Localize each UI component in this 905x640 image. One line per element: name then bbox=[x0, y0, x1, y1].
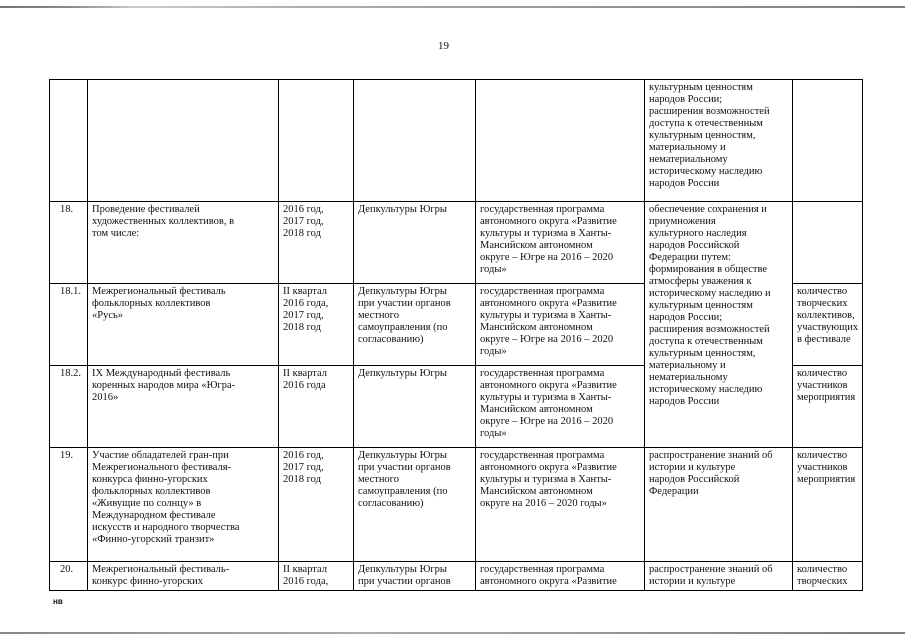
cell-num: 18.2. bbox=[50, 366, 88, 448]
cell-period: 2016 год, 2017 год, 2018 год bbox=[279, 448, 354, 562]
cell-executor: Депкультуры Югры при участии органов bbox=[354, 562, 476, 591]
cell-indicator: количество участников мероприятия bbox=[793, 448, 863, 562]
scan-edge-top bbox=[0, 6, 905, 8]
table-row-continuation bbox=[50, 80, 863, 202]
cell-program bbox=[476, 80, 645, 202]
cell-program: государственная программа автономного округа «Развитие культуры и туризма в Ханты- Мансийском автономном округе на 2016 – 2020 годы» bbox=[476, 448, 645, 562]
cell-program: государственная программа автономного округа «Развитие культуры и туризма в Ханты- Мансийском автономном округе – Югре на 2016 – 2020 годы» bbox=[476, 366, 645, 448]
cell-goal: распространение знаний об истории и культуре bbox=[645, 562, 793, 591]
cell-indicator bbox=[793, 202, 863, 284]
scan-edge-bottom bbox=[0, 632, 905, 634]
cell-indicator: количество участников мероприятия bbox=[793, 366, 863, 448]
cell-period: 2016 год, 2017 год, 2018 год bbox=[279, 202, 354, 284]
cell-event: Проведение фестивалей художественных коллективов, в том числе: bbox=[88, 202, 279, 284]
page-number: 19 bbox=[438, 40, 449, 52]
cell-program: государственная программа автономного округа «Развитие bbox=[476, 562, 645, 591]
cell-num: 18. bbox=[50, 202, 88, 284]
cell-executor: Депкультуры Югры bbox=[354, 202, 476, 284]
cell-num bbox=[50, 80, 88, 202]
cell-event: Межрегиональный фестиваль- конкурс финно-угорских bbox=[88, 562, 279, 591]
cell-executor: Депкультуры Югры bbox=[354, 366, 476, 448]
table-row-20 bbox=[50, 562, 863, 591]
cell-executor: Депкультуры Югры при участии органов местного самоуправления (по согласованию) bbox=[354, 284, 476, 366]
cell-period: II квартал 2016 года bbox=[279, 366, 354, 448]
cell-indicator: количество творческих коллективов, участвующих в фестивале bbox=[793, 284, 863, 366]
cell-goal: культурным ценностям народов России; расширения возможностей доступа к отечественным культурным ценностям, материальному и нематериальному историческому наследию народов России bbox=[645, 80, 793, 202]
cell-goal-merged: обеспечение сохранения и приумножения культурного наследия народов Российской Федерации путем: формирования в обществе атмосферы уважения к историческому наследию и культурным ценностям народов России; расширения возможностей доступа к отечественным культурным ценностям, материальному и нематериальному историческому наследию народов России bbox=[645, 202, 793, 448]
cell-executor: Депкультуры Югры при участии органов местного самоуправления (по согласованию) bbox=[354, 448, 476, 562]
cell-program: государственная программа автономного округа «Развитие культуры и туризма в Ханты- Мансийском автономном округе – Югре на 2016 – 2020 годы» bbox=[476, 284, 645, 366]
cell-event: Межрегиональный фестиваль фольклорных коллективов «Русь» bbox=[88, 284, 279, 366]
table-row-19 bbox=[50, 448, 863, 562]
cell-event: Участие обладателей гран-при Межрегионального фестиваля- конкурса финно-угорских фольклорных коллективов «Живущие по солнцу» в Международном фестивале искусств и народного творчества «Финно-угорский транзит» bbox=[88, 448, 279, 562]
cell-period bbox=[279, 80, 354, 202]
cell-executor bbox=[354, 80, 476, 202]
cell-indicator: количество творческих bbox=[793, 562, 863, 591]
cell-period: II квартал 2016 года, 2017 год, 2018 год bbox=[279, 284, 354, 366]
cell-num: 18.1. bbox=[50, 284, 88, 366]
plan-table bbox=[49, 79, 863, 591]
cell-event bbox=[88, 80, 279, 202]
cell-num: 19. bbox=[50, 448, 88, 562]
cell-period: II квартал 2016 года, bbox=[279, 562, 354, 591]
cell-goal: распространение знаний об истории и культуре народов Российской Федерации bbox=[645, 448, 793, 562]
footer-mark: нв bbox=[53, 597, 63, 606]
cell-num: 20. bbox=[50, 562, 88, 591]
cell-program: государственная программа автономного округа «Развитие культуры и туризма в Ханты- Мансийском автономном округе – Югре на 2016 – 2020 годы» bbox=[476, 202, 645, 284]
cell-event: IX Международный фестиваль коренных народов мира «Югра- 2016» bbox=[88, 366, 279, 448]
table-row-18 bbox=[50, 202, 863, 284]
cell-indicator bbox=[793, 80, 863, 202]
